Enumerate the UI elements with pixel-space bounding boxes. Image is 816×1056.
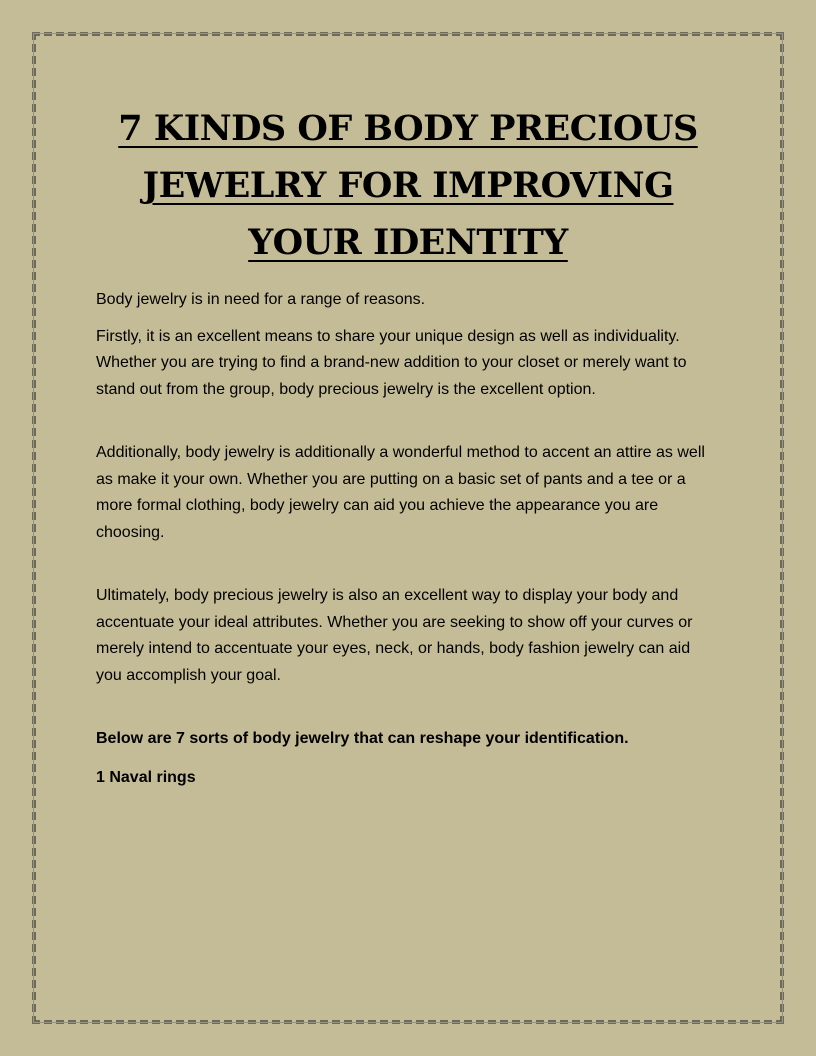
paragraph-firstly: Firstly, it is an excellent means to share your unique design as well as individuality. Whether you are trying to find a brand-new addition to your closet or merely want to stand out from the group, body precious jewelry is the excellent option. <box>96 327 687 398</box>
paragraph-additionally: Additionally, body jewelry is additionally a wonderful method to accent an attire as well as make it your own. Whether you are putting on a basic set of pants and a tee or a more formal clothing, body jewelry can aid you achieve the appearance you are choosing. <box>96 444 705 541</box>
paragraph-ultimately: Ultimately, body precious jewelry is also an excellent way to display your body and accentuate your ideal attributes. Whether you are seeking to show off your curves or merely intend to accentuate your eyes, neck, or hands, body fashion jewelry can aid you accomplish your goal. <box>96 587 693 684</box>
section-heading-naval-rings: 1 Naval rings <box>96 768 196 786</box>
document-title: 7 KINDS OF BODY PRECIOUS JEWELRY FOR IMPROVING YOUR IDENTITY <box>118 108 698 263</box>
list-intro: Below are 7 sorts of body jewelry that can reshape your identification. <box>96 730 629 747</box>
paragraph-intro: Body jewelry is in need for a range of reasons. <box>96 291 426 308</box>
document-body <box>96 100 720 801</box>
